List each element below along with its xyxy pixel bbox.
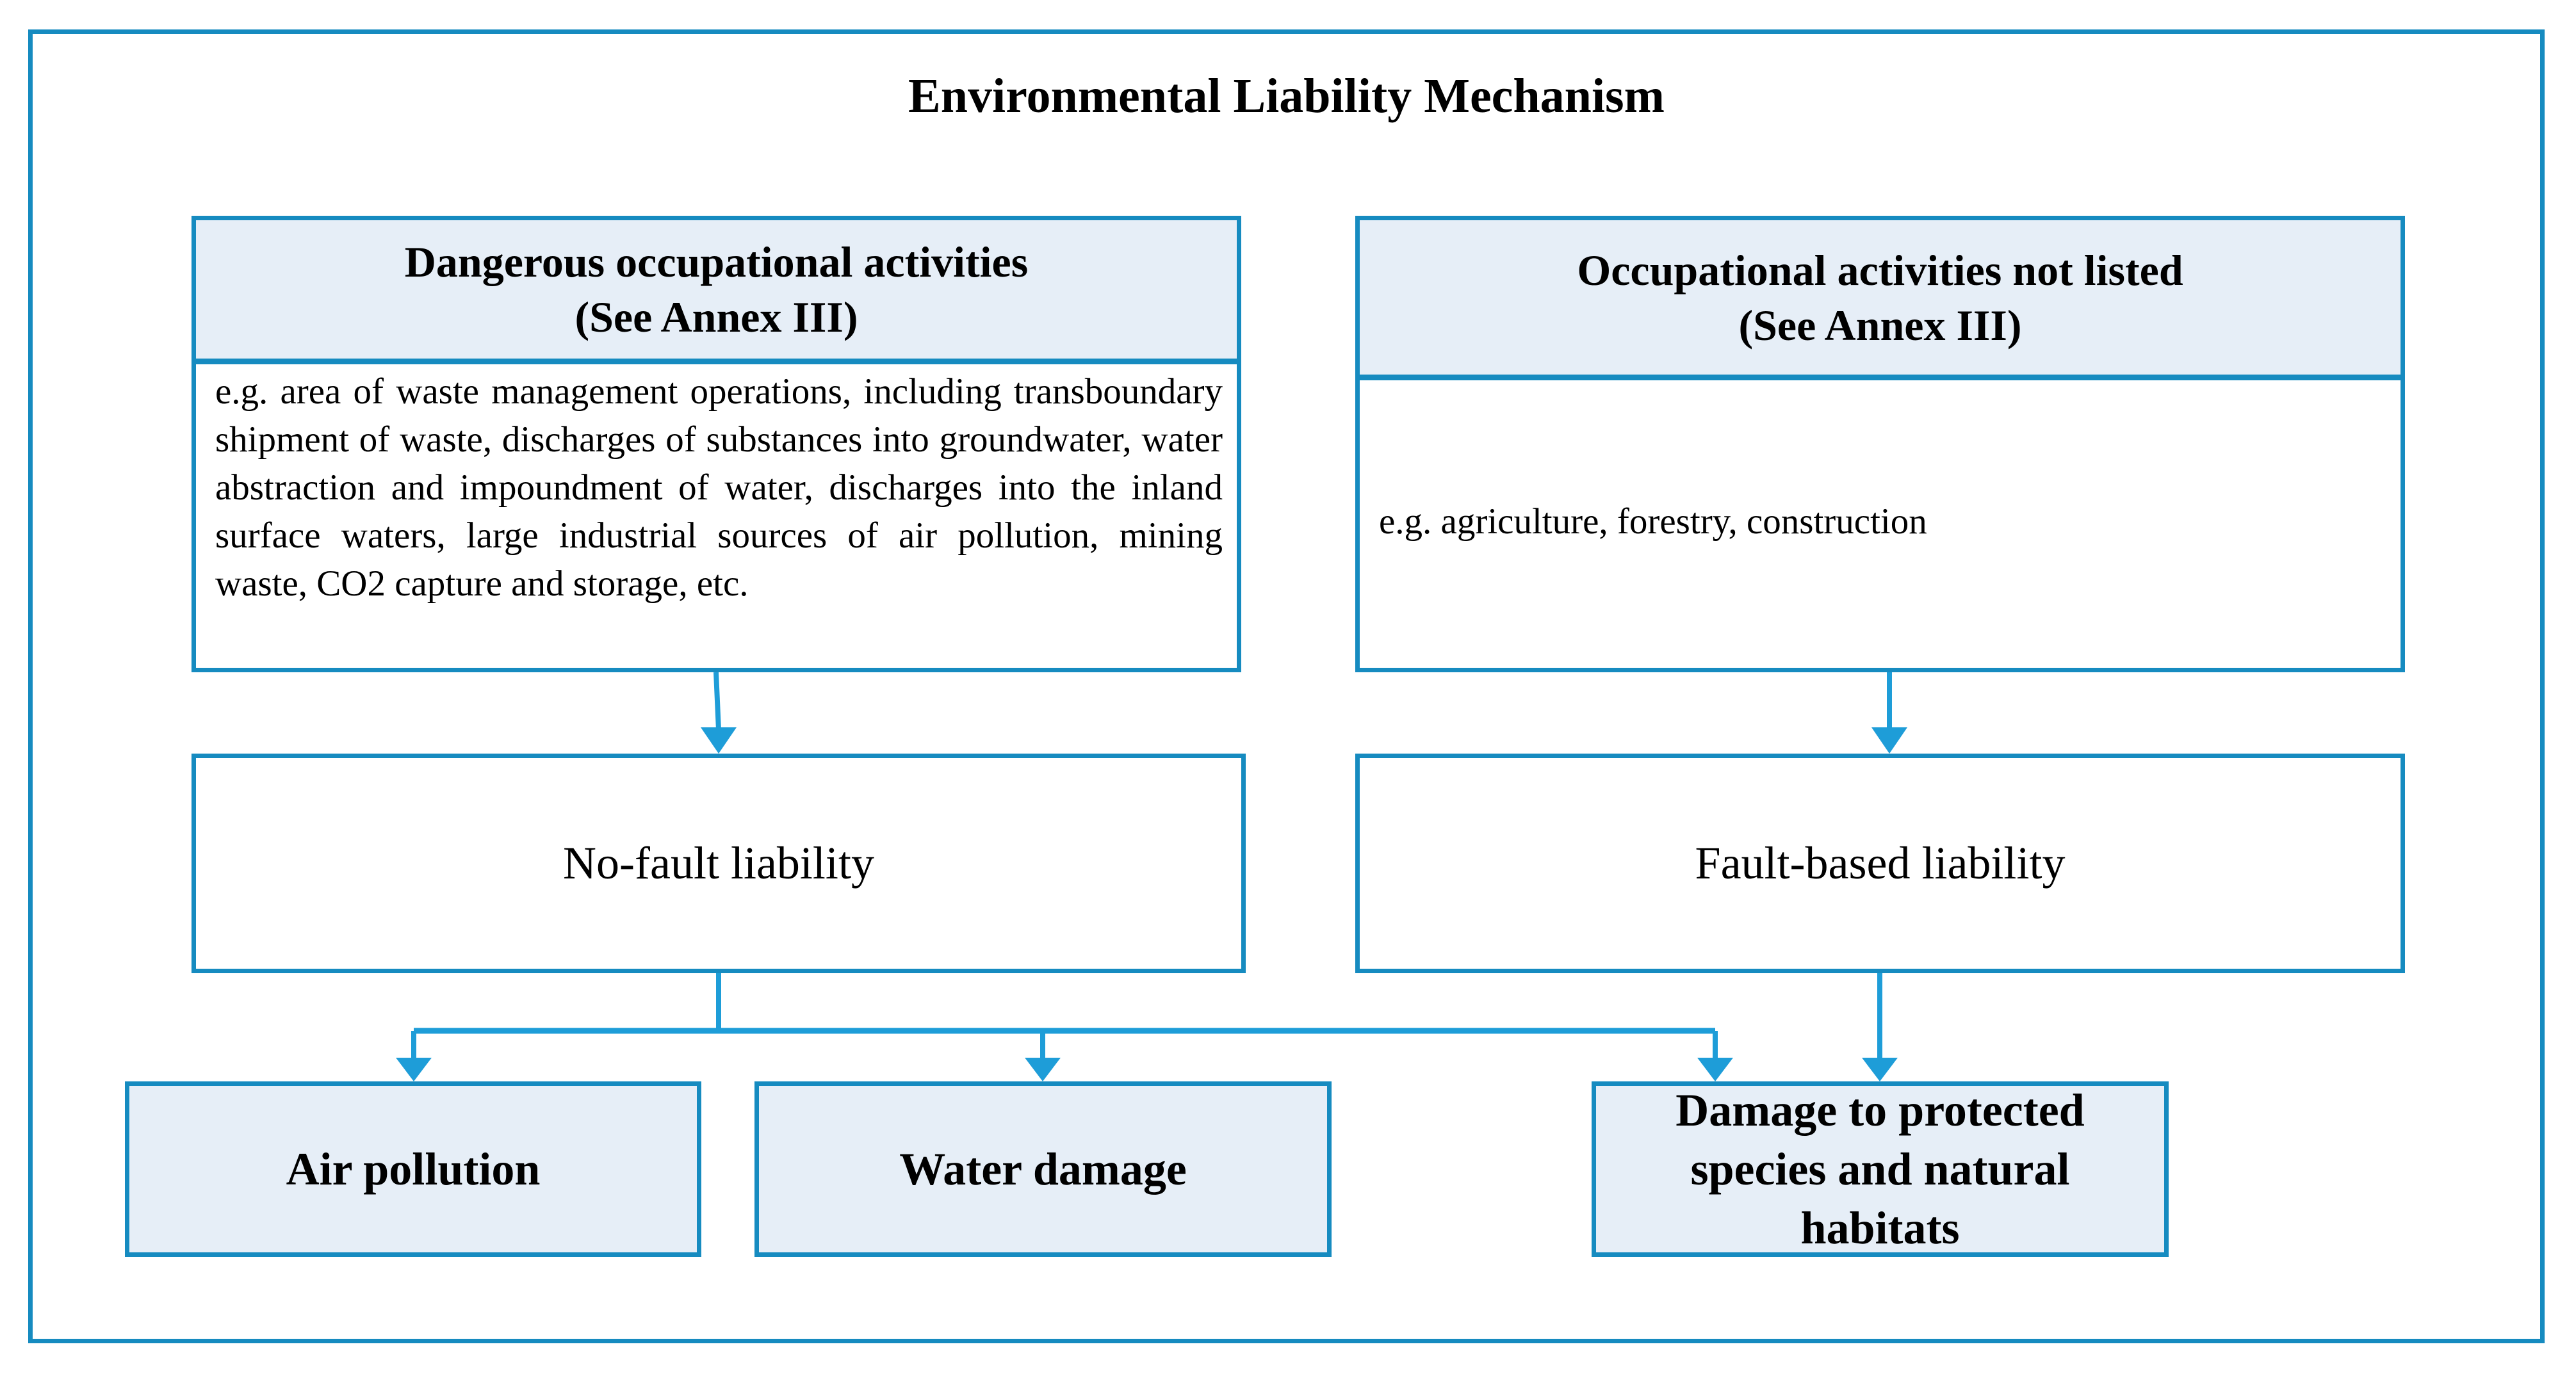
arrow-dangerous-to-nofault (716, 672, 719, 730)
card-body-text: e.g. area of waste management operations, including transboundary shipment of waste, discharges of substances into groundwater, water abstraction and impoundment of water, discharges into the inland surface waters, large industrial sources of air pollution, mining waste, CO2 capture and storage, etc. (215, 371, 1223, 604)
arrowhead-down-icon (701, 727, 737, 754)
arrowhead-down-icon (1871, 727, 1907, 754)
card-subtitle: (See Annex III) (575, 293, 858, 341)
card-title: Occupational activities not listed (1577, 245, 2183, 295)
arrowhead-down-icon (396, 1058, 432, 1081)
diagram-title: Environmental Liability Mechanism (908, 69, 1665, 123)
fault-based-liability-label: Fault-based liability (1695, 837, 2066, 889)
arrowhead-down-icon (1697, 1058, 1733, 1081)
habitat-damage-label: Damage to protected species and natural habitats (1675, 1085, 2085, 1254)
no-fault-liability-label: No-fault liability (563, 837, 874, 889)
air-pollution-label: Air pollution (286, 1144, 541, 1195)
card-title: Dangerous occupational activities (404, 238, 1029, 286)
card-body-text: e.g. agriculture, forestry, construction (1379, 501, 1927, 542)
water-damage-label: Water damage (899, 1144, 1187, 1195)
arrowhead-down-icon (1025, 1058, 1061, 1081)
arrowhead-down-icon (1862, 1058, 1898, 1081)
card-subtitle: (See Annex III) (1738, 300, 2022, 350)
